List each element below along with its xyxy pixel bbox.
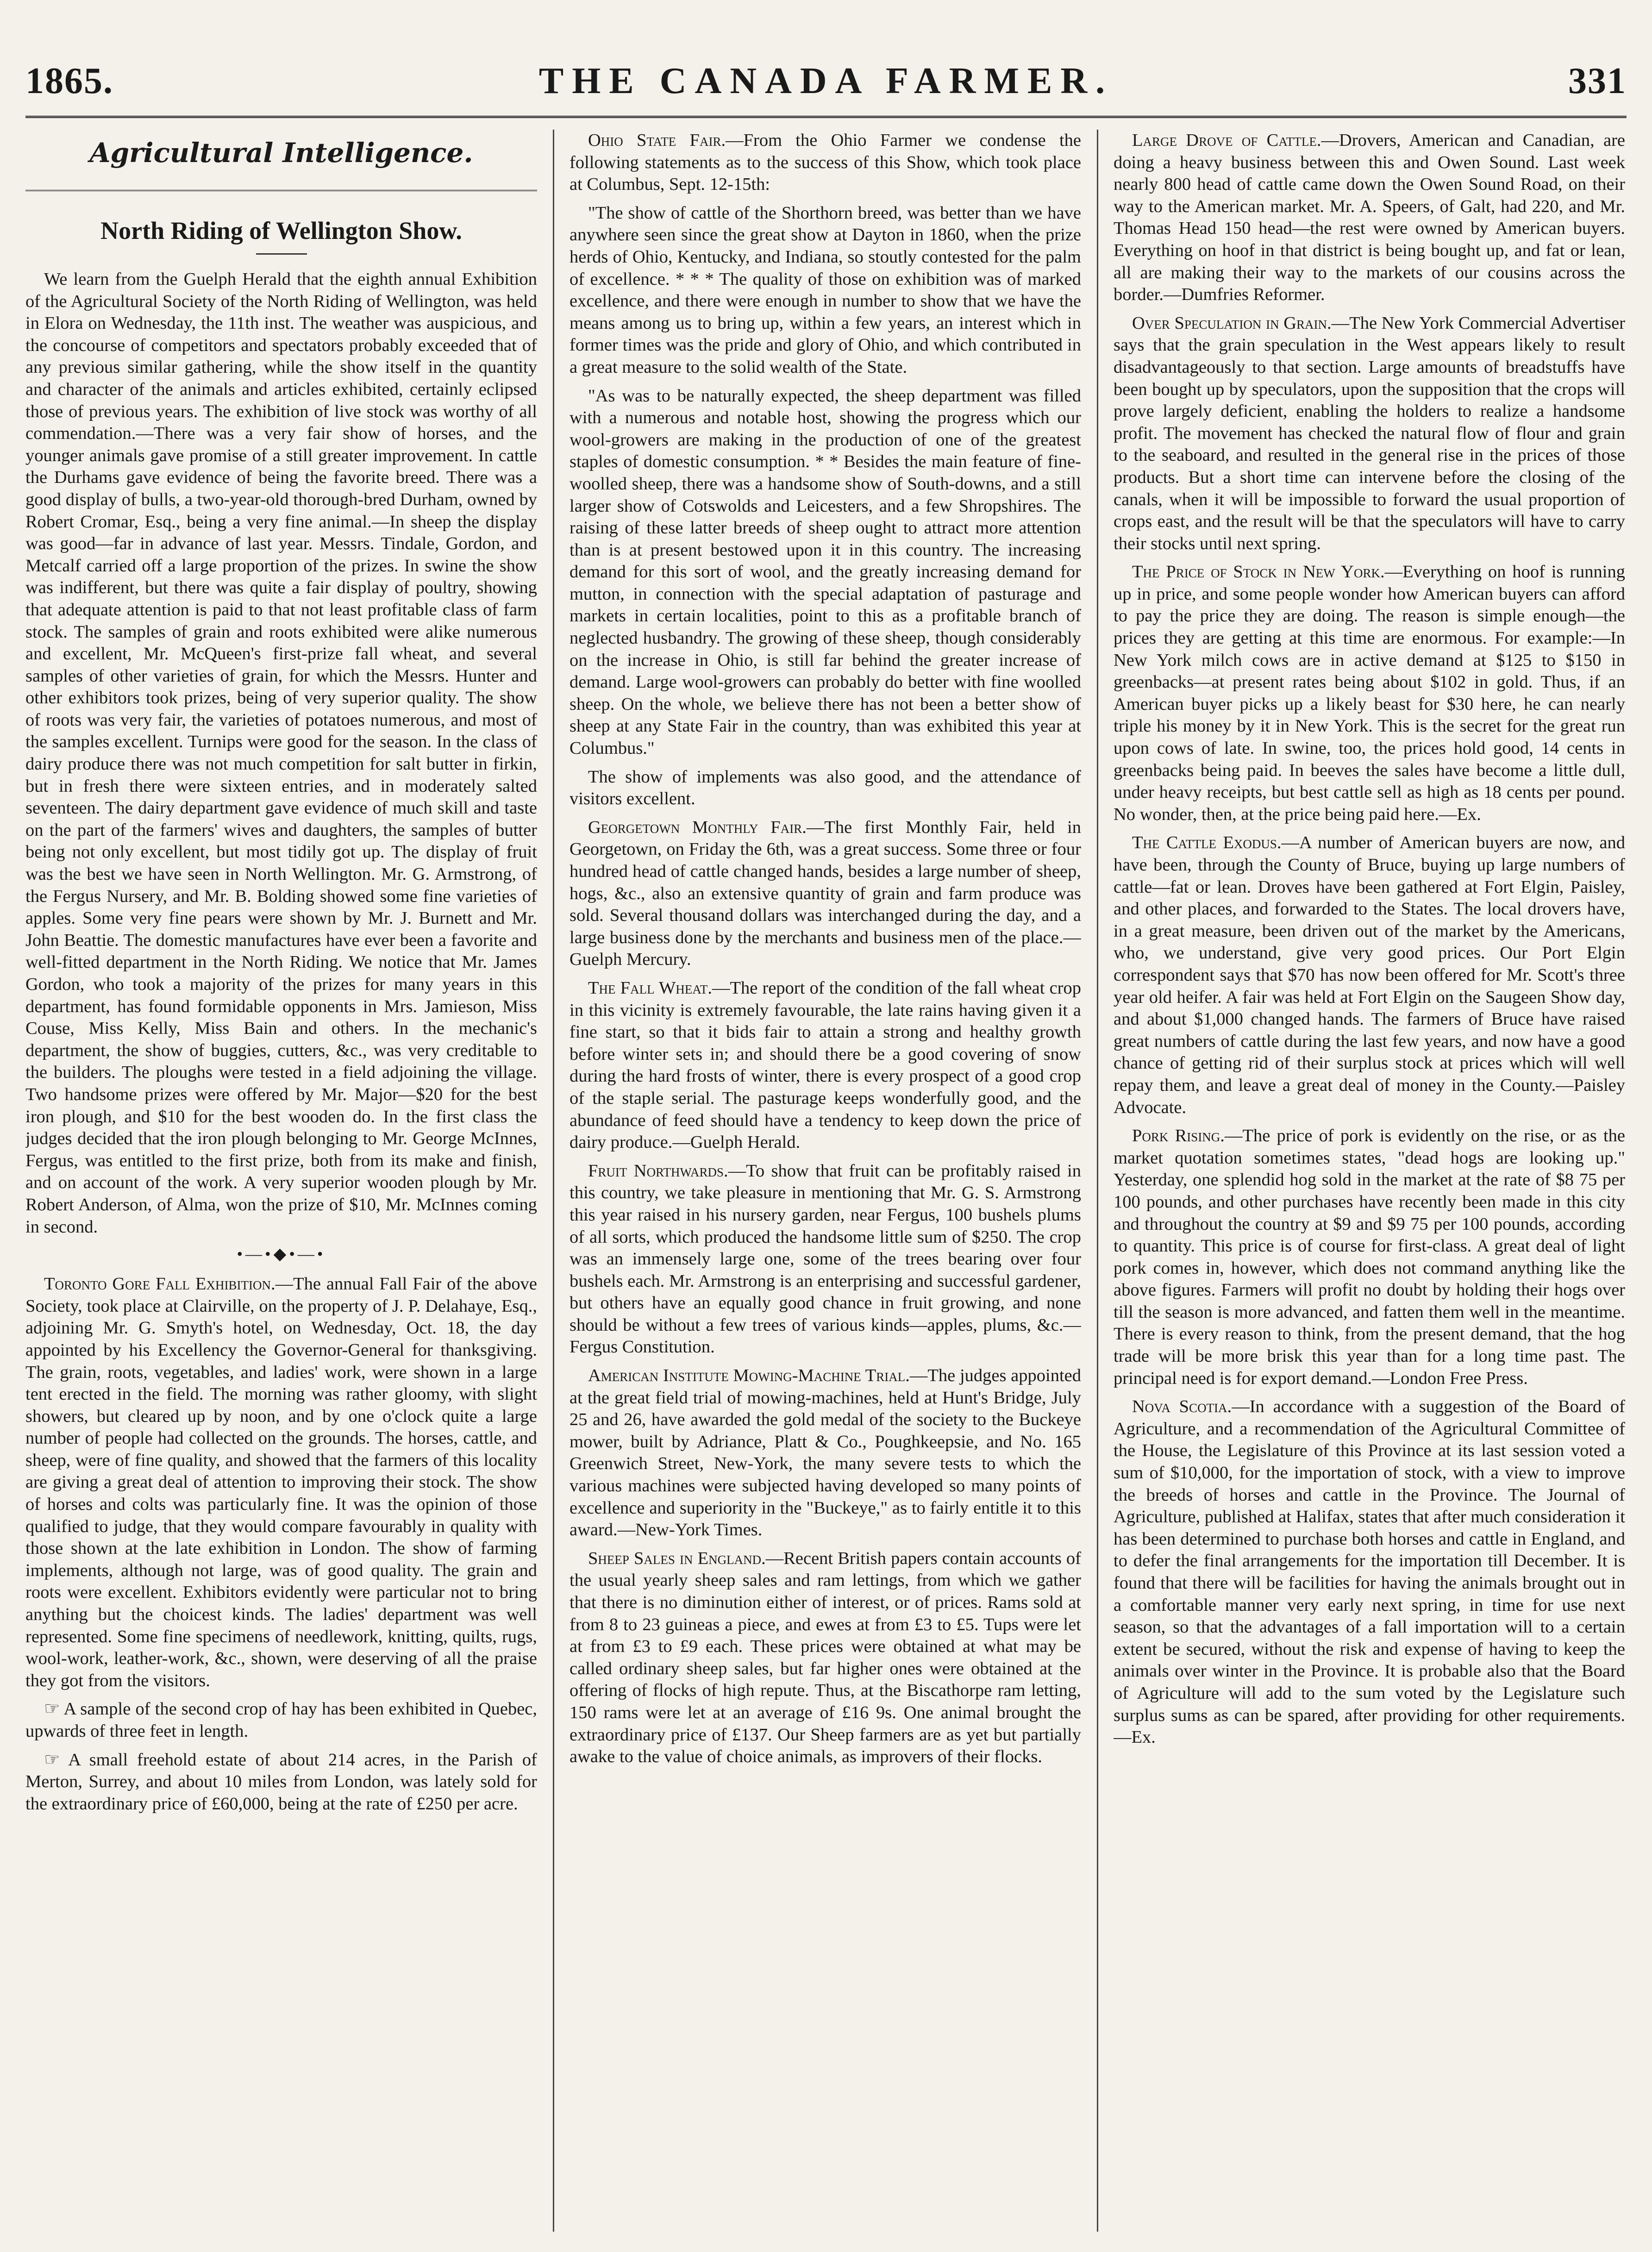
- toronto-gore-article: Toronto Gore Fall Exhibition.—The annual Fall Fair of the above Society, took place at Clairville, on the property of J. P. Delahaye, Esq., adjoining Mr. G. Smyth's hotel, on Wednesday, Oct. 18, the day appointed by his Excellency the Governor-General for thanksgiving. The grain, roots, vegetables, and ladies' work, were shown in a large tent erected in the field. The morning was rather gloomy, with slight showers, but cleared up by noon, and by one o'clock quite a large number of people had collected on the grounds. The horses, cattle, and sheep, were of fine quality, and showed that the farmers of this locality are giving a great deal of attention to improving their stock. The show of horses and colts was particularly fine. It was the opinion of those qualified to judge, that they would compare favourably in quality with those shown at the late exhibition in London. The show of farming implements, although not large, was of good quality. The grain and roots were excellent. Exhibitors evidently were particular not to bring anything but the choicest kinds. The ladies' department was well represented. Some fine specimens of needlework, knitting, quilts, rugs, wool-work, leather-work, &c., shown, were deserving of all the praise they got from the visitors.: [25, 1274, 537, 1690]
- cattle-exodus-article: The Cattle Exodus.—A number of American buyers are now, and have been, through the County of Bruce, buying up large numbers of cattle—fat or lean. Droves have been gathered at Fort Elgin, Paisley, and other places, and forwarded to the States. The local drovers have, in a great measure, been driven out of the market by the Americans, who, we understand, give very good prices. Our Port Elgin correspondent says that $70 has now been offered for Mr. Scott's three year old heifer. A fair was held at Fort Elgin on the Saugeen Show day, and about $1,000 changed hands. The farmers of Bruce have raised great numbers of cattle during the last few years, and now have a good chance of getting rid of their surplus stock at prices which will well repay them, and leave a great deal of money in the County.—Paisley Advocate.: [1114, 833, 1625, 1117]
- hay-notice: ☞ A sample of the second crop of hay has been exhibited in Quebec, upwards of three feet in length.: [25, 1699, 537, 1741]
- article-head: Ohio State Fair.: [588, 131, 726, 150]
- ohio-quote-sheep: "As was to be naturally expected, the sheep department was filled with a numerous and notable host, showing the progress which our wool-growers are making in the production of one of the greatest staples of domestic consumption. * * Besides the main feature of fine-woolled sheep, there was a handsome show of South-downs, and a still larger show of Cotswolds and Leicesters, and a few Shropshires. The raising of these latter breeds of sheep ought to attract more attention than is at present bestowed upon it in this country. The increasing demand for this sort of wool, and the greatly increasing demand for mutton, in connection with the special adaptation of pasturage and markets in certain localities, point to this as a profitable branch of neglected husbandry. The growing of these sheep, though considerably on the increase in Ohio, is still far behind the greater increase of demand. Large wool-growers can probably do better with fine woolled sheep. On the whole, we believe there has not been a better show of sheep at any State Fair in the country, than was exhibited this year at Columbus.": [569, 386, 1081, 758]
- article-head: American Institute Mowing-Machine Trial.: [588, 1366, 910, 1386]
- page-header: [25, 56, 1627, 118]
- georgetown-article: Georgetown Monthly Fair.—The first Monthly Fair, held in Georgetown, on Friday the 6th, was a great success. Some three or four hundred head of cattle changed hands, besides a large number of sheep, hogs, &c., also an extensive quantity of grain and farm produce was sold. Several thousand dollars was interchanged during the day, and a large business done by the merchants and business men of the place.—Guelph Mercury.: [569, 817, 1081, 970]
- article-head: The Cattle Exodus.: [1132, 833, 1282, 853]
- ohio-implements: The show of implements was also good, and the attendance of visitors excellent.: [569, 767, 1081, 809]
- grain-speculation-article: Over Speculation in Grain.—The New York Commercial Advertiser says that the grain speculation in the West appears likely to result disadvantageously to that section. Large amounts of breadstuffs have been bought up by speculators, upon the supposition that the crops will prove largely deficient, enabling the holders to realize a handsome profit. The movement has checked the natural flow of flour and grain to the seaboard, and resulted in the general rise in the prices of those products. But a short time can intervene before the closing of the canals, when it will be impossible to forward the usual proportion of crops east, and the result will be that the speculators will have to carry their stocks until next spring.: [1114, 313, 1625, 553]
- article-title: North Riding of Wellington Show.: [100, 217, 462, 244]
- pork-rising-article: Pork Rising.—The price of pork is evidently on the rise, or as the market quotation sometimes states, "dead hogs are looking up." Yesterday, one splendid hog sold in the market at the rate of $8 75 per 100 pounds, and other purchases have recently been made in this city and throughout the country at $9 and $9 75 per 100 pounds, according to quantity. This price is of course for first-class. A great deal of light pork comes in, however, which does not command anything like the above figures. Farmers will profit no doubt by holding their hogs over till the season is more advanced, and fatten them well in the meantime. There is every reason to think, from the present demand, that the hog trade will be more brisk this year than for a long time past. The principal need is for export demand.—London Free Press.: [1114, 1126, 1625, 1388]
- north-riding-article: We learn from the Guelph Herald that the eighth annual Exhibition of the Agricultural Society of the North Riding of Wellington, was held in Elora on Wednesday, the 11th inst. The weather was auspicious, and the concourse of competitors and spectators probably exceeded that of any previous similar gathering, while the show itself in the quantity and character of the animals and articles exhibited, certainly eclipsed those of previous years. The exhibition of live stock was worthy of all commendation.—There was a very fair show of horses, and the younger animals gave promise of a still greater improvement. In cattle the Durhams gave evidence of being the favorite breed. There was a good display of bulls, a two-year-old thorough-bred Durham, owned by Robert Cromar, Esq., being a very fine animal.—In sheep the display was good—far in advance of last year. Messrs. Tindale, Gordon, and Metcalf carried off a large proportion of the prizes. In swine the show was indifferent, but there was quite a fair display of poultry, showing that adequate attention is paid to that not least profitable class of farm stock. The samples of grain and roots exhibited were alike numerous and excellent, Mr. McQueen's first-prize fall wheat, and several samples of other varieties of grain, for which the Messrs. Hunter and other exhibitors took prizes, being of very superior quality. The show of roots was very fair, the varieties of potatoes numerous, and most of the samples excellent. Turnips were good for the season. In the class of dairy produce there was not much competition for salt butter in firkin, but in fresh there were sixteen entries, and in moderately salted seventeen. The dairy department gave evidence of much skill and taste on the part of the farmers' wives and daughters, the samples of butter being not only excellent, but most tidily got up. The display of fruit was the best we have seen in North Wellington. Mr. G. Armstrong, of the Fergus Nursery, and Mr. B. Bolding showed some fine varieties of apples. Some very fine pears were shown by Mr. J. Burnett and Mr. John Beattie. The domestic manufactures have ever been a favorite and well-fitted department in the North Riding. We notice that Mr. James Gordon, who took a majority of the prizes for many years in this department, has found formidable opponents in Mrs. Jamieson, Miss Couse, Miss Kelly, Miss Bain and others. In the mechanic's department, the show of buggies, cutters, &c., was very creditable to the builders. The ploughs were tested in a field adjoining the village. Two handsome prizes were offered by Mr. Major—$20 for the best iron plough, and $10 for the best wooden do. In the first class the judges decided that the iron plough belonging to Mr. George McInnes, Fergus, was entitled to the first prize, both from its make and finish, and on account of the work. A very superior wooden plough by Mr. Robert Anderson, of Alma, won the prize of $10, Mr. McInnes coming in second.: [25, 269, 537, 1237]
- freehold-notice: ☞ A small freehold estate of about 214 acres, in the Parish of Merton, Surrey, and about 10 miles from London, was lately sold for the extraordinary price of £60,000, being at the rate of £250 per acre.: [25, 1750, 537, 1814]
- column-middle: [569, 130, 1081, 2232]
- sheep-sales-article: Sheep Sales in England.—Recent British papers contain accounts of the usual yearly sheep sales and ram lettings, from which we gather that there is no diminution either of interest, or of prices. Rams sold at from 8 to 23 guineas a piece, and ewes at from £3 to £5. Tups were let at from £3 to £9 each. These prices were obtained at what may be called ordinary sheep sales, but far higher ones were obtained at the offering of flocks of high repute. Thus, at the Biscathorpe ram letting, 150 rams were let at an average of £16 9s. One animal brought the extraordinary price of £137. Our Sheep farmers are as yet but partially awake to the value of choice animals, as improvers of their flocks.: [569, 1548, 1081, 1767]
- section-title: Agricultural Intelligence.: [89, 137, 473, 169]
- newspaper-title: THE CANADA FARMER.: [538, 61, 1114, 101]
- nova-scotia-article: Nova Scotia.—In accordance with a suggestion of the Board of Agriculture, and a recommendation of the Agricultural Committee of the House, the Legislature of this Province at its last session voted a sum of $10,000, for the importation of stock, with a view to improve the breeds of horses and cattle in the Province. The Journal of Agriculture, published at Halifax, states that after much consideration it has been determined to purchase both horses and cattle in England, and to defer the final arrangements for the importation till December. It is found that there will be facilities for having the animals brought out in a comfortable manner very early next spring, in time for use next season, so that the advantages of a fall importation will to a certain extent be secured, without the risk and expense of having to keep the animals over winter in the Province. It is probable also that the Board of Agriculture will add to the sum voted by the Legislature such surplus sums as can be spared, after providing for other requirements.—Ex.: [1114, 1397, 1625, 1747]
- article-head: The Price of Stock in New York.: [1132, 562, 1385, 582]
- article-columns: [25, 130, 1627, 2232]
- article-head: The Fall Wheat.: [588, 978, 712, 998]
- stock-price-article: The Price of Stock in New York.—Everything on hoof is running up in price, and some people wonder how American buyers can afford to pay the price they are doing. The reason is simple enough—the prices they are getting at this time are enormous. For example:—In New York milch cows are in active demand at $125 to $150 in greenbacks—at present rates being about $102 in gold. Thus, if an American buyer picks up a likely beast for $30 here, he can nearly triple his money by it in New York. This is the secret for the great run upon cows of late. In swine, too, the prices hold good, 14 cents in greenbacks being paid. In beeves the sales have become a little dull, under heavy receipts, but best cattle sell as high as 18 cents per pound. No wonder, then, at the price being paid here.—Ex.: [1114, 562, 1625, 824]
- article-head: Pork Rising.: [1132, 1126, 1225, 1146]
- article-head: Nova Scotia.: [1132, 1397, 1232, 1417]
- article-head: Over Speculation in Grain.: [1132, 313, 1332, 333]
- article-head: Sheep Sales in England.: [588, 1548, 766, 1568]
- header-year: 1865.: [25, 61, 113, 101]
- page-number: 331: [1568, 61, 1627, 101]
- article-head: Large Drove of Cattle.: [1132, 131, 1321, 150]
- article-head: Georgetown Monthly Fair.: [588, 817, 807, 837]
- ornament-divider: •—•◆•—•: [237, 1245, 326, 1264]
- section-divider: [25, 190, 537, 191]
- cattle-drove-article: Large Drove of Cattle.—Drovers, American and Canadian, are doing a heavy business between this and Owen Sound. Last week nearly 800 head of cattle came down the Owen Sound Road, on their way to the American market. Mr. A. Speers, of Galt, had 220, and Mr. Thomas Head 150 head—the rest were owned by American buyers. Everything on hoof in that district is being bought up, and fat or lean, all are making their way to the markets of our cousins across the border.—Dumfries Reformer.: [1114, 131, 1625, 305]
- column-divider: [1097, 130, 1098, 2232]
- column-right: [1114, 130, 1625, 2232]
- ohio-quote-cattle: "The show of cattle of the Shorthorn breed, was better than we have anywhere seen since the great show at Dayton in 1860, when the prize herds of Ohio, Kentucky, and Indiana, so stoutly contested for the palm of excellence. * * * The quality of those on exhibition was of marked excellence, and there were enough in number to show that we have the means among us to bring up, within a few years, an interest which in former times was the pride and glory of Ohio, and which contributed in a great measure to the solid wealth of the State.: [569, 203, 1081, 377]
- article-head: Toronto Gore Fall Exhibition.: [44, 1274, 275, 1294]
- title-rule: [256, 253, 307, 255]
- fall-wheat-article: The Fall Wheat.—The report of the condition of the fall wheat crop in this vicinity is extremely favourable, the late rains having given it a fine start, so that it bids fair to attain a strong and healthy growth before winter sets in; and should there be a good covering of snow during the hard frosts of winter, there is every prospect of a good crop of the staple serial. The pasturage keeps wonderfully good, and the abundance of feed should have a tendency to keep down the price of dairy produce.—Guelph Herald.: [569, 978, 1081, 1152]
- ohio-fair-article: Ohio State Fair.—From the Ohio Farmer we condense the following statements as to the success of this Show, which took place at Columbus, Sept. 12-15th:: [569, 131, 1081, 194]
- column-divider: [553, 130, 554, 2232]
- article-head: Fruit Northwards.: [588, 1161, 728, 1181]
- mowing-article: American Institute Mowing-Machine Trial.—The judges appointed at the great field trial of mowing-machines, held at Hunt's Bridge, July 25 and 26, have awarded the gold medal of the society to the Buckeye mower, built by Adriance, Platt & Co., Poughkeepsie, and No. 165 Greenwich Street, New-York, the many severe tests to which the various machines were subjected having developed so many points of excellence and superiority in the "Buckeye," as to fairly entitle it to this award.—New-York Times.: [569, 1366, 1081, 1540]
- column-left: [25, 130, 537, 2232]
- fruit-article: Fruit Northwards.—To show that fruit can be profitably raised in this country, we take pleasure in mentioning that Mr. G. S. Armstrong this year raised in his nursery garden, near Fergus, 100 bushels plums of all sorts, which produced the handsome little sum of $250. The crop was an immensely large one, some of the trees bearing over four bushels each. Mr. Armstrong is an enterprising and successful gardener, but others have an equally good chance in fruit growing, and none should be without a few trees of various kinds—apples, plums, &c.—Fergus Constitution.: [569, 1161, 1081, 1357]
